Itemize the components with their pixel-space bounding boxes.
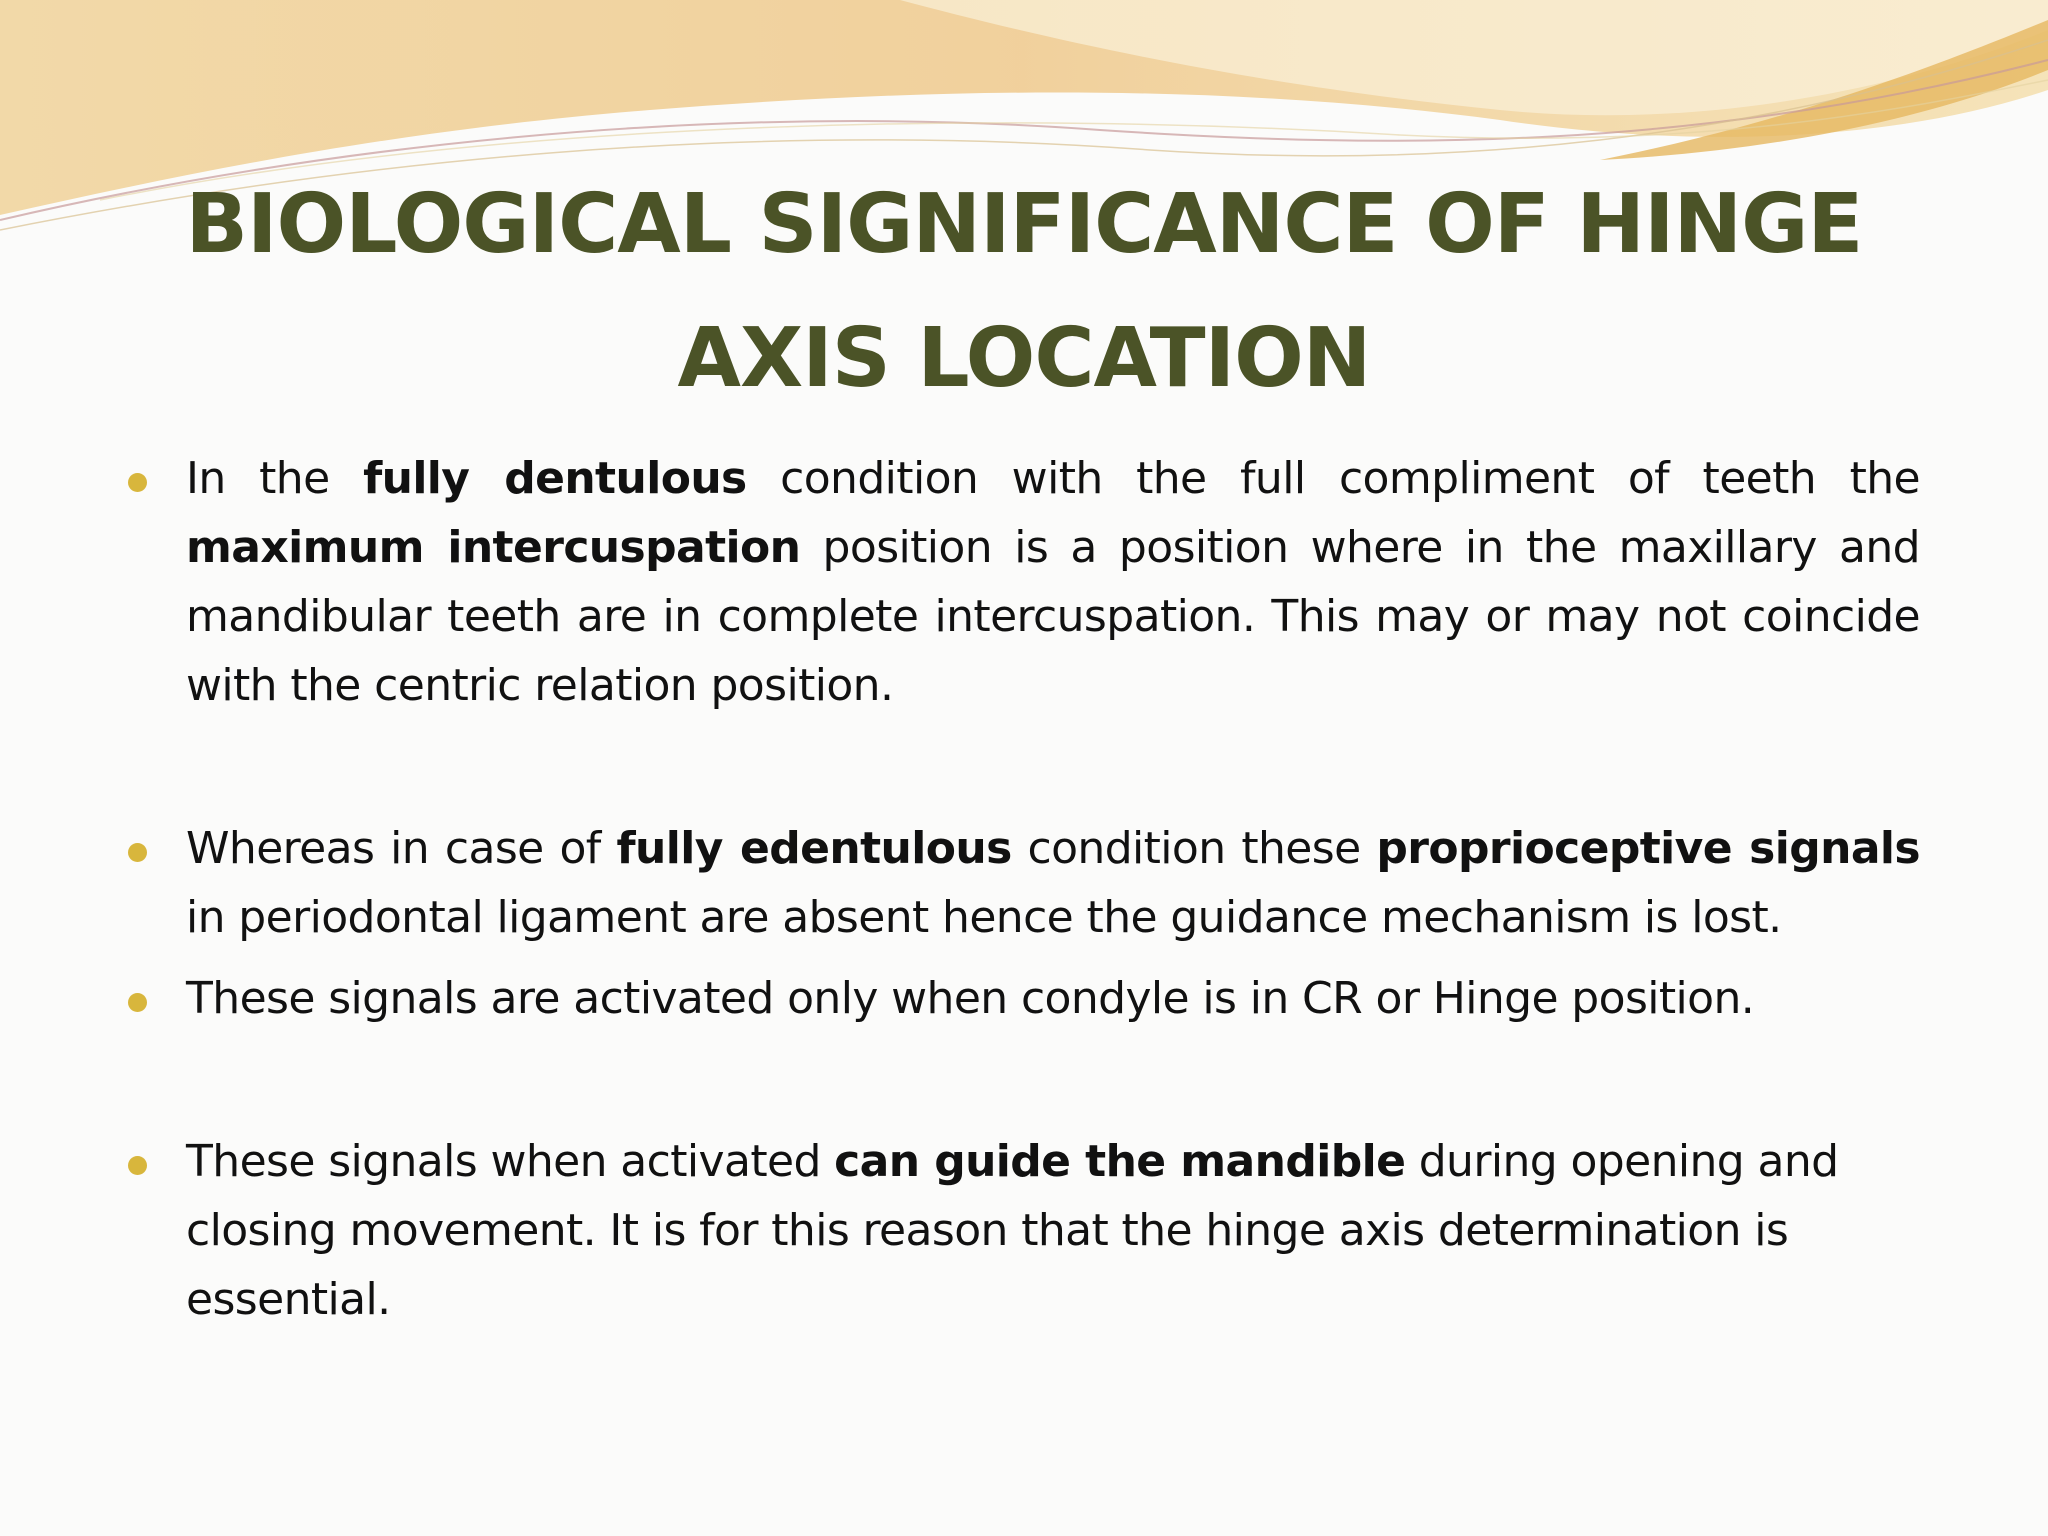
bullet-item-4: These signals when activated can guide the mandible during opening and closing movement. It is for this reason that the hinge axis determination is essential. [120, 1127, 1920, 1334]
bullet-dot-icon [128, 473, 147, 492]
bullet-dot-icon [128, 843, 147, 862]
bold-phrase: fully dentulous [363, 453, 747, 504]
bullet-dot-icon [128, 993, 147, 1012]
bold-phrase: maximum intercuspation [186, 522, 801, 573]
bullet-item-1: In the fully dentulous condition with the full compliment of teeth the maximum intercuspation position is a position where in the maxillary and mandibular teeth are in complete intercuspation. This may or may not coincide with the centric relation position. [120, 444, 1920, 720]
bullet-dot-icon [128, 1156, 147, 1175]
title-line-2: AXIS LOCATION [677, 311, 1371, 406]
bullet-item-3: These signals are activated only when condyle is in CR or Hinge position. [120, 964, 1920, 1033]
slide-title [100, 158, 1948, 426]
bold-phrase: can guide the mandible [834, 1136, 1406, 1187]
bold-phrase: proprioceptive signals [1376, 823, 1920, 874]
bold-phrase: fully edentulous [616, 823, 1012, 874]
title-line-1: BIOLOGICAL SIGNIFICANCE OF HINGE [185, 177, 1863, 272]
bullet-list [120, 444, 1920, 1334]
bullet-item-2: Whereas in case of fully edentulous condition these proprioceptive signals in periodontal ligament are absent hence the guidance mechanism is lost. [120, 814, 1920, 952]
